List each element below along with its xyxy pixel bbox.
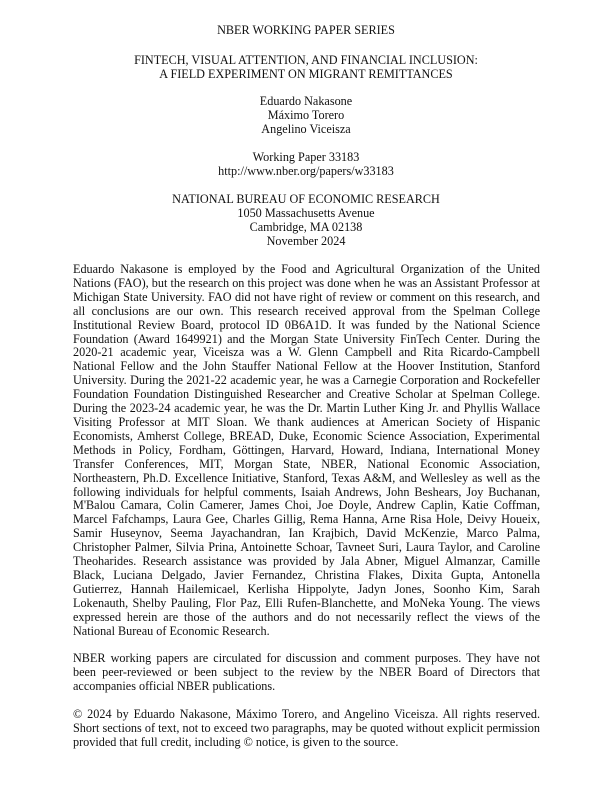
publisher-street: 1050 Massachusetts Avenue	[237, 206, 375, 220]
publication-date: November 2024	[266, 234, 346, 248]
paper-title-line-1: FINTECH, VISUAL ATTENTION, AND FINANCIAL INCLUSION:	[134, 53, 478, 67]
paper-title-line-2: A FIELD EXPERIMENT ON MIGRANT REMITTANCES	[159, 67, 453, 81]
paper-url[interactable]: http://www.nber.org/papers/w33183	[218, 164, 394, 178]
working-paper-number: Working Paper 33183	[252, 150, 360, 164]
series-heading: NBER WORKING PAPER SERIES	[217, 23, 395, 37]
disclaimer-paragraph: NBER working papers are circulated for discussion and comment purposes. They have not been peer-reviewed or been subject to the review by the NBER Board of Directors that accompanies official NBER publications.	[73, 651, 540, 693]
acknowledgements-paragraph: Eduardo Nakasone is employed by the Food and Agricultural Organization of the United Nations (FAO), but the research on this project was done when he was an Assistant Professor at Michigan State University. FAO did not have right of review or comment on this research, and all conclusions are our own. This research received approval from the Spelman College Institutional Review Board, protocol ID 0B6A1D. It was funded by the National Science Foundation (Award 1649921) and the Morgan State University FinTech Center. During the 2020-21 academic year, Viceisza was a W. Glenn Campbell and Rita Ricardo-Campbell National Fellow and the John Stauffer National Fellow at the Hoover Institution, Stanford University. During the 2021-22 academic year, he was a Carnegie Corporation and Rockefeller Foundation Foundation Distinguished Researcher and Creative Scholar at Spelman College. During the 2023-24 academic year, he was the Dr. Martin Luther King Jr. and Phyllis Wallace Visiting Professor at MIT Sloan. We thank audiences at American Society of Hispanic Economists, Amherst College, BREAD, Duke, Economic Science Association, Experimental Methods in Policy, Fordham, Göttingen, Harvard, Howard, Indiana, International Money Transfer Conferences, MIT, Morgan State, NBER, National Economic Association, Northeastern, Ph.D. Excellence Initiative, Stanford, Texas A&M, and Wellesley as well as the following individuals for helpful comments, Isaiah Andrews, John Beshears, Joy Buchanan, M'Balou Camara, Colin Camerer, James Choi, Joe Doyle, Andrew Caplin, Katie Coffman, Marcel Fafchamps, Laura Gee, Charles Gillig, Rema Hanna, Arne Risa Hole, Deivy Houeix, Samir Huseynov, Seema Jayachandran, Ian Krajbich, David McKenzie, Marco Palma, Christopher Palmer, Silvia Prina, Antoinette Schoar, Tavneet Suri, Laura Taylor, and Caroline Theoharides. Research assistance was provided by Jala Abner, Miguel Almanzar, Camille Black, Luciana Delgado, Javier Fernandez, Christina Flakes, Dixita Gupta, Antonella Gutierrez, Hannah Hailemicael, Kerlisha Hippolyte, Jadyn Jones, Soonho Kim, Sarah Lokenauth, Shelby Pauling, Flor Paz, Elli Rufen-Blanchette, and MoNeka Young. The views expressed herein are those of the authors and do not necessarily reflect the views of the National Bureau of Economic Research.	[73, 262, 540, 638]
publisher-city: Cambridge, MA 02138	[249, 220, 363, 234]
author-1: Eduardo Nakasone	[259, 94, 353, 108]
author-3: Angelino Viceisza	[261, 122, 351, 136]
copyright-paragraph: © 2024 by Eduardo Nakasone, Máximo Torero, and Angelino Viceisza. All rights reserved. Short sections of text, not to exceed two paragraphs, may be quoted without explicit permission provided that full credit, including © notice, is given to the source.	[73, 707, 540, 749]
author-2: Máximo Torero	[267, 108, 345, 122]
publisher-name: NATIONAL BUREAU OF ECONOMIC RESEARCH	[172, 192, 440, 206]
